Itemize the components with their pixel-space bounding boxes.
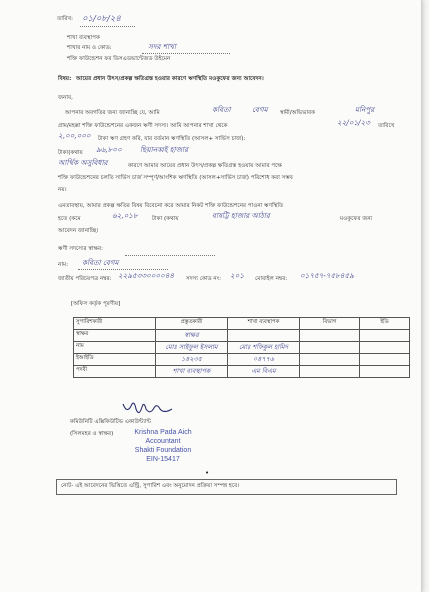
subject-text: আয়ের প্রধান উৎস/প্রকল্প ক্ষতিগ্রস্ত হওয়ার কারণে ঋণস্থিতি মওকুফের জন্য আবেদন।	[76, 76, 264, 82]
stamp-name: Krishna Pada Aich	[134, 429, 192, 436]
stamp-org: Shakti Foundation	[134, 447, 192, 454]
row-label: নাম	[74, 341, 156, 353]
waive-words-handwritten: বাষট্টি হাজার আঠার	[212, 211, 270, 220]
table-header-row	[74, 318, 410, 330]
dot-mark: •	[205, 469, 210, 477]
date-value: ০১/০৮/২৪	[82, 14, 121, 24]
office-use-note: [অফিস কর্তৃক পূরণীয়]	[71, 301, 121, 307]
nid-label: জাতীয় পরিচয়পত্র নম্বর:	[58, 276, 112, 282]
date-label: তারিখ:	[57, 16, 74, 22]
loan-date-handwritten: ২২/০১/২৩	[337, 118, 370, 127]
body-line-2: গ্রাম/মহল্লা শক্তি ফাউন্ডেশনের একজন ঋণী সদস্য। আমি আপনার শাখা থেকে	[58, 123, 228, 129]
table-cell: শাখা ব্যবস্থাপক	[156, 365, 228, 377]
body-line-7: নয়।	[58, 187, 67, 193]
member-name-handwritten: কবিতা	[212, 105, 231, 114]
member-signature-title: ঋণী সদস্যের স্বাক্ষর:	[58, 246, 103, 252]
table-cell	[300, 365, 360, 377]
accountant-subtitle: (সিলমহর ও স্বাক্ষর)	[70, 431, 114, 437]
table-cell	[360, 353, 410, 365]
loan-amount-handwritten: ২,০০,০০০	[58, 131, 91, 140]
branch-underline	[142, 53, 230, 54]
table-row	[74, 329, 410, 341]
body-line-12: আবেদন জানাচ্ছি।	[58, 228, 99, 234]
org-line: শক্তি ফাউন্ডেশন ফর ডিসএডভান্টেজড উইমেন	[67, 56, 171, 62]
salutation: জনাব,	[58, 95, 73, 101]
stamp-role: Accountant	[145, 438, 181, 445]
approval-table	[73, 317, 410, 378]
footer-note: নোট- এই আবেদনের ভিত্তিতে এন্ট্রি, সুপারিশ এবং অনুমোদন প্রক্রিয়া সম্পন্ন হবে।	[61, 483, 240, 489]
body-line-6: শক্তি ফাউন্ডেশনের চলতি সার্ভিস চার্জ সম্পূর্ণ/আংশিক ঋণস্থিতি (আসল+সার্ভিস চার্জ) পরিশোধ করা সম্ভব	[58, 175, 293, 181]
row-label: স্বাক্ষর	[74, 329, 156, 341]
member-name-label: নাম:	[58, 262, 68, 268]
table-cell	[300, 353, 360, 365]
row-label: ইআইডি	[74, 353, 156, 365]
table-header-cell: প্রস্তুতকারী	[156, 318, 228, 330]
words-handwritten: ছিয়ানব্বই হাজার	[140, 145, 189, 154]
loan-date-label: তারিখে	[378, 123, 395, 129]
to-line-1: শাখা ব্যবস্থাপক	[67, 35, 100, 41]
body-line-1: আপনার অবগতির জন্য জানাচ্ছি যে, আমি	[65, 110, 160, 116]
subject-label: বিষয়:	[58, 76, 72, 82]
signature-underline	[125, 255, 215, 256]
balance-handwritten: ৯৬,৮০০	[96, 145, 122, 154]
member-code-value: ২০১	[230, 271, 245, 280]
body-line-9: হতে (কমে	[58, 216, 81, 222]
branch-name: সদর শাখা	[148, 42, 176, 51]
table-cell	[360, 341, 410, 353]
mobile-label: মোবাইল নম্বর:	[255, 276, 288, 282]
table-cell: স্বাক্ষর	[156, 329, 228, 341]
body-line-3: টাকা ঋণ গ্রহণ করি, যার বর্তমান ঋণস্থিতি (আসল+ সার্ভিস চার্জ):	[98, 136, 246, 142]
table-cell	[228, 329, 300, 341]
member-code-label: সদস্য কোড নং:	[186, 276, 222, 282]
table-cell: মোঃ শফিকুল হামিদ	[228, 341, 300, 353]
table-cell	[300, 329, 360, 341]
table-row	[74, 341, 410, 353]
body-line-8: এমতাবস্থায়, আমার প্রকল্প ক্ষতির বিষয় বিবেচনা করে আমার নিকট শক্তি ফাউন্ডেশনের পাওনা ঋণস্থিতি	[58, 203, 284, 209]
waive-amount-handwritten: ৬২,০১৮	[112, 211, 138, 220]
cause-handwritten: আর্থিক অসুবিধার	[58, 158, 108, 167]
table-row	[74, 353, 410, 365]
to-line-2: শাখার নাম ও কোড:	[67, 45, 112, 51]
accountant-stamp	[118, 428, 208, 464]
table-cell	[360, 329, 410, 341]
body-line-10: টাকা (কথায়	[152, 216, 179, 222]
table-cell: ১৪২৩৫	[156, 353, 228, 365]
table-cell: এম বিএম	[228, 365, 300, 377]
stamp-ein: EIN-15417	[146, 456, 180, 463]
table-cell	[300, 341, 360, 353]
village-handwritten: মনিপুর	[355, 105, 375, 114]
father-husband-handwritten: বেগম	[252, 105, 268, 114]
table-header-cell: ইডি	[360, 318, 410, 330]
table-header-cell: শাখা ব্যবস্থাপক	[228, 318, 300, 330]
name-underline	[78, 269, 168, 270]
footer-note-box	[56, 479, 397, 495]
row-label: পদবী	[74, 365, 156, 377]
table-header-cell: বিভাগ	[300, 318, 360, 330]
member-name-value: কবিতা বেগম	[82, 258, 119, 267]
mobile-value: ০১৭৫৭-৭৫৮৪৫৯	[300, 271, 354, 280]
accountant-title: কমিউনিটি এক্সিকিউটিভ একাউন্ট্যান্ট	[70, 419, 151, 425]
nid-value: ২২৯৫৩৩০০০০৪৪	[118, 271, 175, 280]
table-header-cell: সুপারিশকারী	[74, 318, 156, 330]
accountant-signature-image	[120, 396, 180, 416]
relation-label: স্বামী/অভিভাবক	[280, 110, 316, 116]
body-line-5: কারণে আমার আয়ের প্রধান উৎস/প্রকল্প ক্ষতিগ্রস্ত হওয়ায় আমার পক্ষে	[128, 163, 282, 169]
date-underline	[80, 26, 135, 27]
body-line-11: মওকুফের জন্য	[340, 216, 373, 222]
table-cell: মোঃ সাইফুল ইসলাম	[156, 341, 228, 353]
table-cell	[360, 365, 410, 377]
table-cell: ০৪৭৭৬	[228, 353, 300, 365]
body-line-4: টাকা(কথায়	[58, 150, 83, 156]
table-row	[74, 365, 410, 377]
